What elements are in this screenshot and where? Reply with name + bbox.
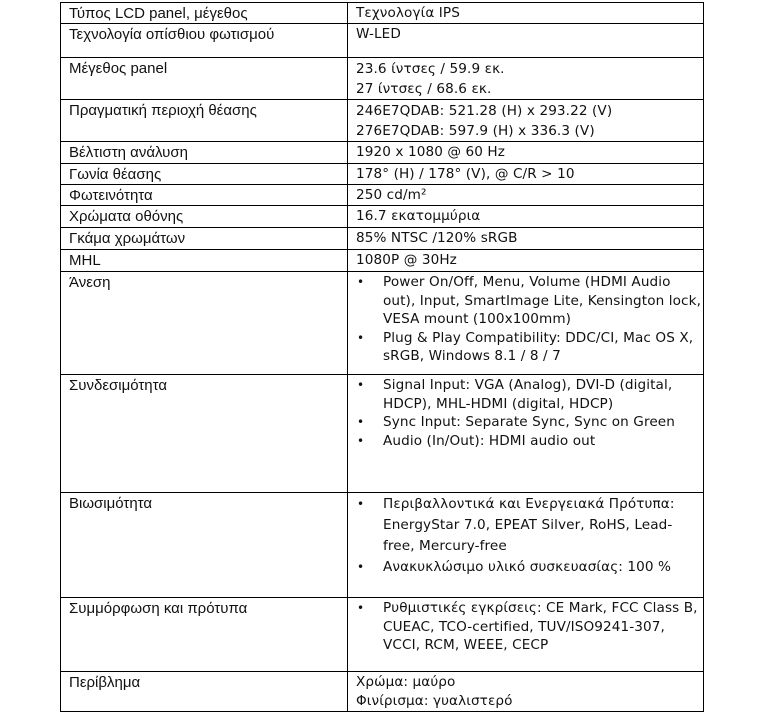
spec-label: Περίβλημα: [61, 672, 348, 712]
spec-label: Μέγεθος panel: [61, 58, 348, 100]
spec-value: [348, 142, 704, 164]
table-row: [61, 100, 704, 142]
spec-table: [60, 2, 704, 712]
spec-value: [348, 375, 704, 493]
bullet-list: [356, 494, 703, 578]
bullet-list: [356, 376, 703, 450]
spec-value: [348, 100, 704, 142]
value-line: 246E7QDAB: 521.28 (H) x 293.22 (V): [356, 103, 613, 119]
spec-label: Συνδεσιμότητα: [61, 375, 348, 493]
bullet-item: • Audio (In/Out): HDMI audio out: [356, 432, 703, 451]
spec-value: [348, 164, 704, 185]
table-row: [61, 250, 704, 272]
value-line: Φινίρισμα: γυαλιστερό: [356, 693, 513, 709]
spec-label: Γκάμα χρωμάτων: [61, 228, 348, 250]
bullet-item: • Ανακυκλώσιμο υλικό συσκευασίας: 100 %: [356, 557, 703, 578]
spec-value: [348, 206, 704, 228]
table-row: [61, 672, 704, 712]
table-row: [61, 375, 704, 493]
spec-label: Βιωσιμότητα: [61, 493, 348, 598]
bullet-item: • Power On/Off, Menu, Volume (HDMI Audio out), Input, SmartImage Lite, Kensington lock, VESA mount (100x100mm): [356, 273, 703, 329]
spec-label: Τεχνολογία οπίσθιου φωτισμού: [61, 24, 348, 58]
table-row: [61, 185, 704, 206]
value-line: Τεχνολογία IPS: [356, 5, 460, 21]
table-row: [61, 272, 704, 375]
spec-label: Φωτεινότητα: [61, 185, 348, 206]
table-row: [61, 24, 704, 58]
table-row: [61, 58, 704, 100]
spec-label: Βέλτιστη ανάλυση: [61, 142, 348, 164]
value-line: 1920 x 1080 @ 60 Hz: [356, 144, 505, 160]
bullet-list: [356, 273, 703, 366]
spec-label: Γωνία θέασης: [61, 164, 348, 185]
spec-value: [348, 250, 704, 272]
value-line: 178° (H) / 178° (V), @ C/R > 10: [356, 166, 575, 182]
value-line: 16.7 εκατομμύρια: [356, 208, 481, 224]
value-line: W-LED: [356, 26, 401, 42]
spec-value: [348, 24, 704, 58]
spec-value: [348, 185, 704, 206]
table-row: [61, 164, 704, 185]
table-row: [61, 598, 704, 672]
value-line: 85% NTSC /120% sRGB: [356, 230, 518, 246]
spec-label: Τύπος LCD panel, μέγεθος: [61, 3, 348, 24]
spec-label: MHL: [61, 250, 348, 272]
bullet-list: [356, 599, 703, 655]
bullet-item: • Sync Input: Separate Sync, Sync on Green: [356, 413, 703, 432]
spec-value: [348, 672, 704, 712]
value-line: 23.6 ίντσες / 59.9 εκ.: [356, 61, 505, 77]
value-line: 276E7QDAB: 597.9 (H) x 336.3 (V): [356, 123, 595, 139]
table-row: [61, 142, 704, 164]
spec-value: [348, 58, 704, 100]
bullet-item: • Signal Input: VGA (Analog), DVI-D (digital, HDCP), MHL-HDMI (digital, HDCP): [356, 376, 703, 413]
spec-value: [348, 3, 704, 24]
value-line: 27 ίντσες / 68.6 εκ.: [356, 81, 492, 97]
spec-value: [348, 272, 704, 375]
bullet-item: • Plug & Play Compatibility: DDC/CI, Mac OS X, sRGB, Windows 8.1 / 8 / 7: [356, 329, 703, 366]
spec-label: Συμμόρφωση και πρότυπα: [61, 598, 348, 672]
spec-value: [348, 598, 704, 672]
table-row: [61, 3, 704, 24]
spec-label: Πραγματική περιοχή θέασης: [61, 100, 348, 142]
value-line: 1080P @ 30Hz: [356, 252, 457, 268]
value-line: 250 cd/m²: [356, 187, 427, 203]
spec-label: Χρώματα οθόνης: [61, 206, 348, 228]
bullet-item: • Ρυθμιστικές εγκρίσεις: CE Mark, FCC Class B, CUEAC, TCO-certified, TUV/ISO9241-307, VCCI, RCM, WEEE, CECP: [356, 599, 703, 655]
table-row: [61, 493, 704, 598]
table-row: [61, 206, 704, 228]
spec-label: Άνεση: [61, 272, 348, 375]
spec-value: [348, 493, 704, 598]
value-line: Χρώμα: μαύρο: [356, 674, 456, 690]
table-row: [61, 228, 704, 250]
bullet-item: • Περιβαλλοντικά και Ενεργειακά Πρότυπα: EnergyStar 7.0, EPEAT Silver, RoHS, Lead-free, Mercury-free: [356, 494, 703, 557]
spec-value: [348, 228, 704, 250]
